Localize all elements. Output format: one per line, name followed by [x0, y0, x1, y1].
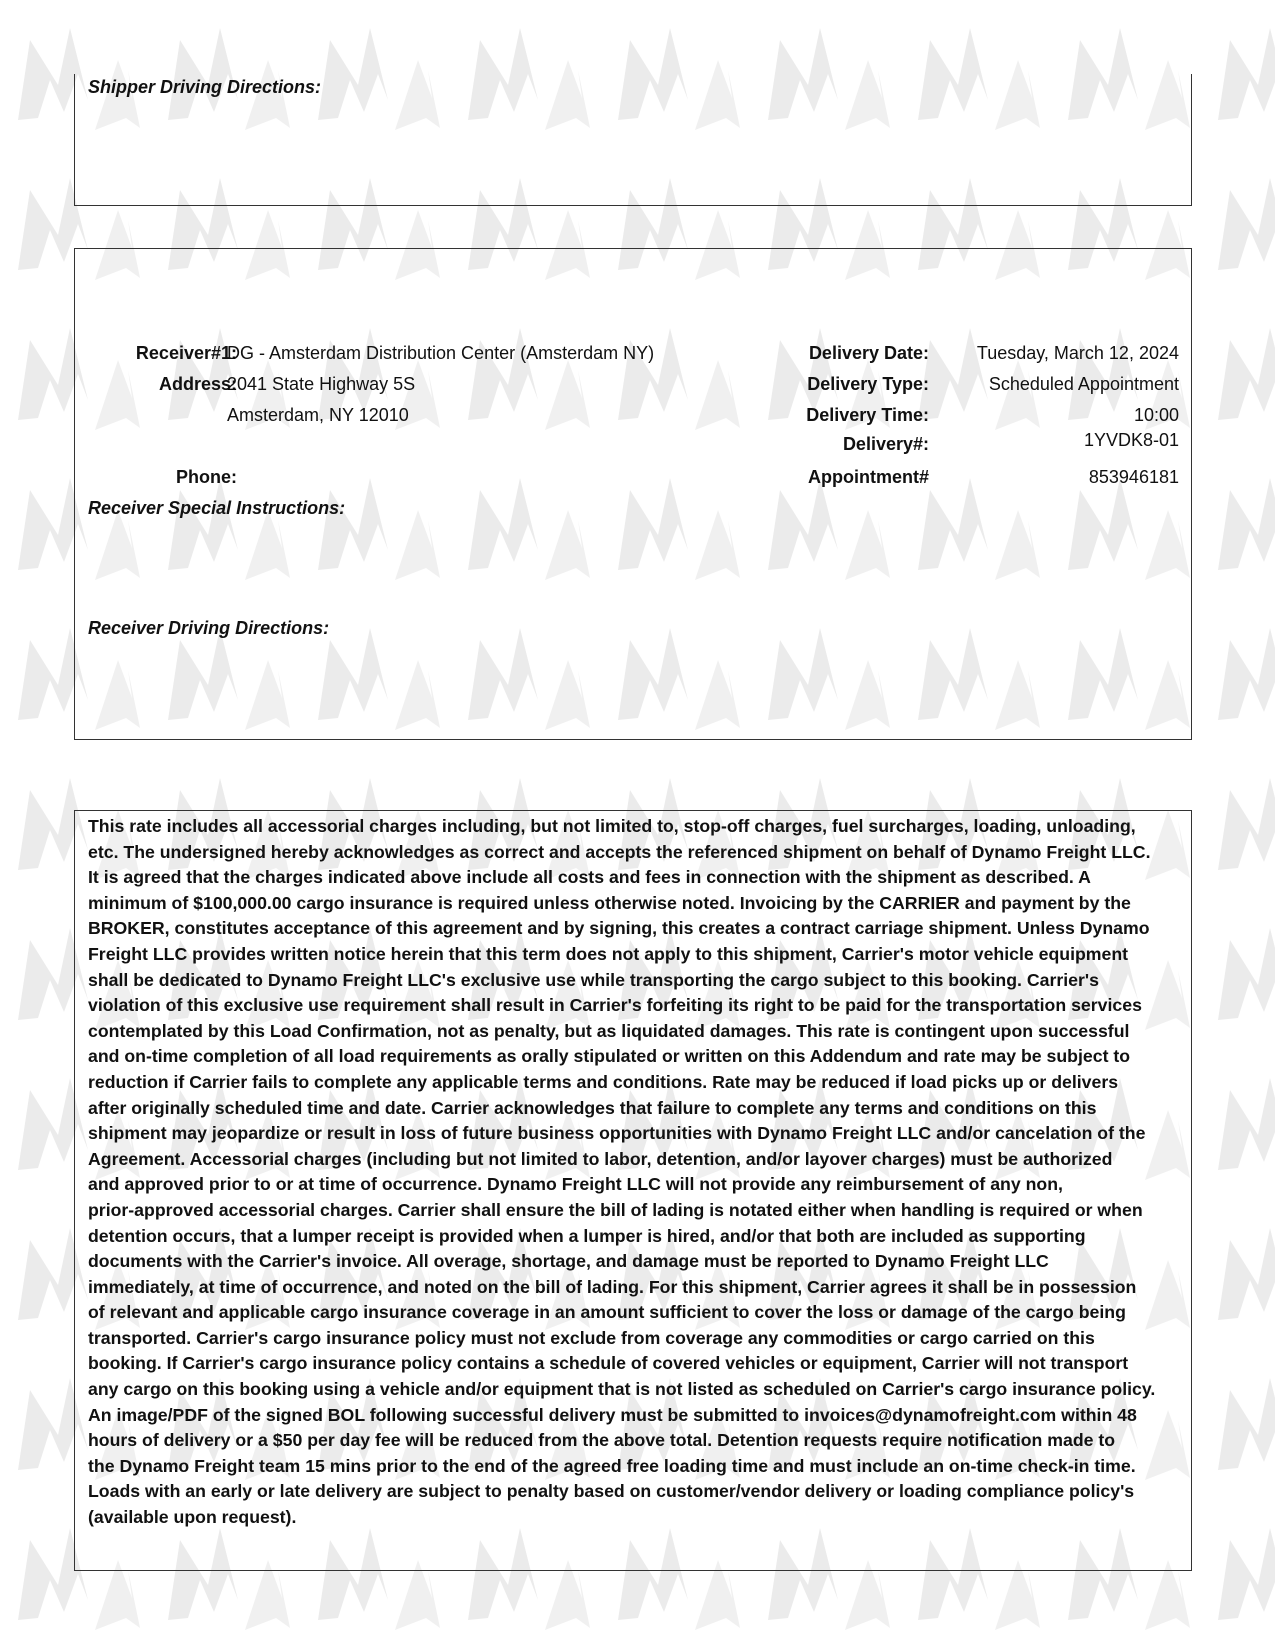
receiver-driving-directions-label: Receiver Driving Directions:	[88, 618, 330, 638]
delivery-date-label: Delivery Date:	[808, 343, 929, 363]
delivery-time: 10:00	[1133, 405, 1179, 425]
delivery-type: Scheduled Appointment	[988, 374, 1179, 394]
appointment-label: Appointment#	[808, 467, 929, 487]
terms-text: This rate includes all accessorial charges including, but not limited to, stop-off charges, fuel surcharges, loading, unloading, etc. The undersigned hereby acknowledges as correct and accepts the referenced shipment on behalf of Dynamo Freight LLC. It is agreed that the charges indicated above include all costs and fees in connection with the shipment as described. A minimum of $100,000.00 cargo insurance is required unless otherwise noted. Invoicing by the CARRIER and payment by the BROKER, constitutes acceptance of this agreement and by signing, this creates a contract carriage shipment. Unless Dynamo Freight LLC provides written notice herein that this term does not apply to this shipment, Carrier's motor vehicle equipment shall be dedicated to Dynamo Freight LLC's exclusive use while transporting the cargo subject to this booking. Carrier's violation of this exclusive use requirement shall result in Carrier's forfeiting its right to be paid for the transportation services contemplated by this Load Confirmation, not as penalty, but as liquidated damages. This rate is contingent upon successful and on-time completion of all load requirements as orally stipulated or written on this Addendum and rate may be subject to reduction if Carrier fails to complete any applicable terms and conditions. Rate may be reduced if load picks up or delivers after originally scheduled time and date. Carrier acknowledges that failure to complete any terms and conditions on this shipment may jeopardize or result in loss of future business opportunities with Dynamo Freight LLC and/or cancelation of the Agreement. Accessorial charges (including but not limited to labor, detention, and/or layover charges) must be authorized and approved prior to or at time of occurrence. Dynamo Freight LLC will not provide any reimbursement of any non, prior-approved accessorial charges. Carrier shall ensure the bill of lading is notated either when handling is required or when detention occurs, that a lumper receipt is provided when a lumper is hired, and/or that both are included as supporting documents with the Carrier's invoice. All overage, shortage, and damage must be reported to Dynamo Freight LLC immediately, at time of occurrence, and noted on the bill of lading. For this shipment, Carrier agrees it shall be in possession of relevant and applicable cargo insurance coverage in an amount sufficient to cover the loss or damage of the cargo being transported. Carrier's cargo insurance policy must not exclude from coverage any commodities or cargo carried on this booking. If Carrier's cargo insurance policy contains a schedule of covered vehicles or equipment, Carrier will not transport any cargo on this booking using a vehicle and/or equipment that is not listed as scheduled on Carrier's cargo insurance policy. An image/PDF of the signed BOL following successful delivery must be submitted to invoices@dynamofreight.com within 48 hours of delivery or a $50 per day fee will be reduced from the above total. Detention requests require notification made to the Dynamo Freight team 15 mins prior to the end of the agreed free loading time and must include an on-time check-in time. Loads with an early or late delivery are subject to penalty based on customer/vendor delivery or loading compliance policy's (available upon request).	[88, 816, 1156, 1528]
receiver-special-instructions-label: Receiver Special Instructions:	[88, 498, 346, 518]
receiver-section	[74, 248, 1192, 740]
address-label: Address:	[158, 374, 237, 394]
delivery-number-label: Delivery#:	[842, 434, 929, 454]
delivery-type-label: Delivery Type:	[807, 374, 929, 394]
receiver-name: DG - Amsterdam Distribution Center (Amsterdam NY)	[227, 343, 655, 363]
address-line2: Amsterdam, NY 12010	[227, 405, 409, 425]
delivery-date: Tuesday, March 12, 2024	[976, 343, 1179, 363]
receiver-label: Receiver#1:	[135, 343, 237, 363]
delivery-time-label: Delivery Time:	[806, 405, 929, 425]
delivery-number: 1YVDK8-01	[1083, 430, 1179, 450]
appointment-number: 853946181	[1088, 467, 1179, 487]
shipper-directions-section	[74, 74, 1192, 206]
terms-and-conditions-section	[74, 810, 1192, 1571]
address-line1: 2041 State Highway 5S	[227, 374, 416, 394]
shipper-driving-directions-label: Shipper Driving Directions:	[88, 77, 322, 97]
phone-label: Phone:	[176, 467, 237, 487]
